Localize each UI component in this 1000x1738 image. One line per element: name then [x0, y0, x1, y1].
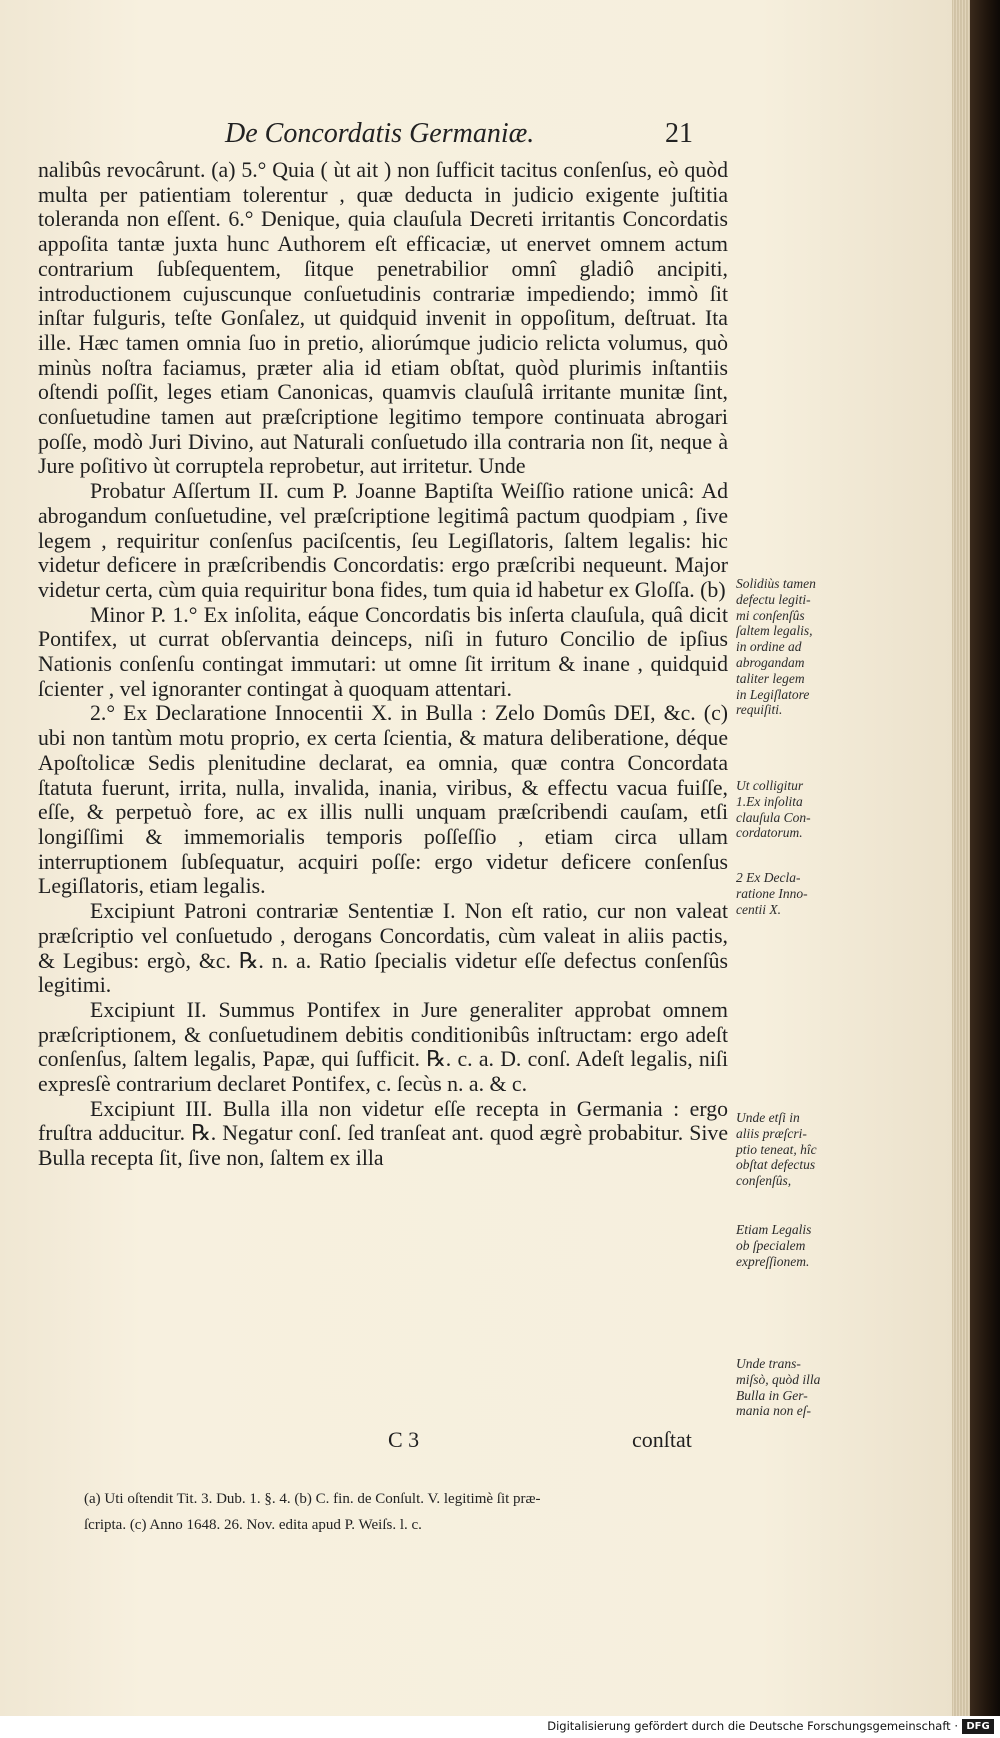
book-binding [970, 0, 1000, 1738]
signature-mark: C 3 [388, 1427, 420, 1452]
digitization-bar [0, 1716, 1000, 1738]
digitization-credit: Digitalisierung gefördert durch die Deutsche Forschungsgemeinschaft · [547, 1719, 958, 1733]
main-text [38, 158, 728, 1171]
catchword: conſtat [632, 1427, 692, 1452]
margin-note: Ut colligitur 1.Ex inſolita clauſula Con- cordatorum. [736, 778, 811, 841]
page-number: 21 [665, 118, 693, 149]
footnotes [84, 1486, 764, 1538]
paragraph: Excipiunt II. Summus Pontifex in Jure generaliter approbat omnem præſcriptionem, & conſuetudinem debitis conditionibûs inſtructam: ergo adeſt conſenſus, ſaltem legalis, Papæ, qui ſufficit. ℞. c. a. D. conſ. Adeſt legalis, niſi expresſè contrarium declaret Pontifex, c. ſecùs n. a. & c. [38, 997, 728, 1097]
dfg-logo-icon: DFG [962, 1719, 994, 1734]
page-header [0, 118, 952, 158]
margin-note: Unde trans- miſsò, quòd illa Bulla in Ger- mania non eſ- [736, 1356, 821, 1419]
margin-note: Solidiùs tamen defectu legiti- mi conſenſûs ſaltem legalis, in ordine ad abrogandam taliter legem in Legiſlatore requiſiti. [736, 576, 816, 718]
page-edges [952, 0, 970, 1738]
margin-note: Etiam Legalis ob ſpecialem expreſſionem. [736, 1222, 812, 1269]
running-title: De Concordatis Germaniæ. [225, 118, 535, 149]
paragraph: Excipiunt Patroni contrariæ Sententiæ I. Non eſt ratio, cur non valeat præſcriptio vel conſuetudo , derogans Concordatis, cùm valeat in aliis pactis, & Legibus: ergò, &c. ℞. n. a. Ratio ſpecialis videtur eſſe defectus conſenſûs legitimi. [38, 899, 728, 998]
paragraph: Probatur Aſſertum II. cum P. Joanne Baptiſta Weiſſio ratione unicâ: Ad abrogandum conſuetudine, vel præſcriptione legitimâ pactum quodpiam , ſive legem , requiritur conſenſus paciſcentis, ſeu Legiſlatoris, ſaltem legalis: hic videtur deficere in præſcribendis Concordatis: ergo præſcribi nequeunt. Major videtur certa, cùm quia requiritur bona fides, tum quia id habetur ex Gloſſa. (b) [38, 479, 728, 602]
margin-note: 2 Ex Decla- ratione Inno- centii X. [736, 870, 808, 917]
footnote-line: (a) Uti oſtendit Tit. 3. Dub. 1. §. 4. (b) C. fin. de Conſult. V. legitimè ſit præ- [84, 1491, 541, 1507]
page-bottom-line [0, 1427, 952, 1455]
paragraph: nalibûs revocârunt. (a) 5.° Quia ( ùt ait ) non ſufficit tacitus conſenſus, eò quòd multa per patientiam tolerentur , quæ deducta in judicio exigente juſtitia toleranda non eſſent. 6.° Denique, quia clauſula Decreti irritantis Concordatis appoſita tantæ juxta hunc Authorem eſt efficaciæ, ut enervet omnem actum contrarium ſubſequentem, ſitque penetrabilior omnî gladiô ancipiti, introductionem cujuscunque conſuetudinis contrariæ impediendo; immò ſit inſtar fulguris, teſte Gonſalez, ut quidquid invenit in oppoſitum, deſtruat. Ita ille. Hæc tamen omnia ſuo in pretio, aliorúmque judicio relicta volumus, quò minùs noſtra faciamus, præter alia id etiam obſtat, quòd plurimis inſtantiis oſtendi poſſit, leges etiam Canonicas, quamvis clauſulâ irritante munitæ ſint, conſuetudine tamen aut præſcriptione legitimo tempore continuata abrogari poſſe, modò Juri Divino, aut Naturali conſuetudo illa contraria non ſit, neque à Jure poſitivo ùt corruptela reprobetur, aut irritetur. Unde [38, 158, 728, 479]
margin-note: Unde etſi in aliis præſcri- ptio teneat, hîc obſtat defectus conſenſûs, [736, 1110, 817, 1189]
footnote-line: ſcripta. (c) Anno 1648. 26. Nov. edita apud P. Weiſs. l. c. [84, 1517, 422, 1533]
paragraph: Excipiunt III. Bulla illa non videtur eſſe recepta in Germania : ergo fruſtra adducitur. ℞. Negatur conſ. ſed tranſeat ant. quod ægrè probabitur. Sive Bulla recepta ſit, ſive non, ſaltem ex illa [38, 1096, 728, 1171]
paragraph: Minor P. 1.° Ex inſolita, eáque Concordatis bis inſerta clauſula, quâ dicit Pontifex, ut currat obſervantia deinceps, niſi in futuro Concilio de ipſius Nationis conſenſu contingat immutari: ut omne ſit irritum & inane , quidquid ſcienter , vel ignoranter contingat à quoquam attentari. [38, 602, 728, 701]
paragraph: 2.° Ex Declaratione Innocentii X. in Bulla : Zelo Domûs DEI, &c. (c) ubi non tantùm motu proprio, ex certa ſcientia, & matura deliberatione, déque Apoſtolicæ Sedis plenitudine declarat, ea omnia, quæ contra Concordata ſtatuta fuerunt, irrita, nulla, invalida, inania, viribus, & effectu vacua fuiſſe, eſſe, & perpetuò fore, ac ex illis nulli unquam præſcribendi cauſam, etſi longiſſimi & immemorialis temporis poſſeſſio , etiam circa ullam interruptionem ſubſequatur, acquiri poſſe: ergo videtur deficere conſenſus Legiſlatoris, etiam legalis. [38, 701, 728, 899]
